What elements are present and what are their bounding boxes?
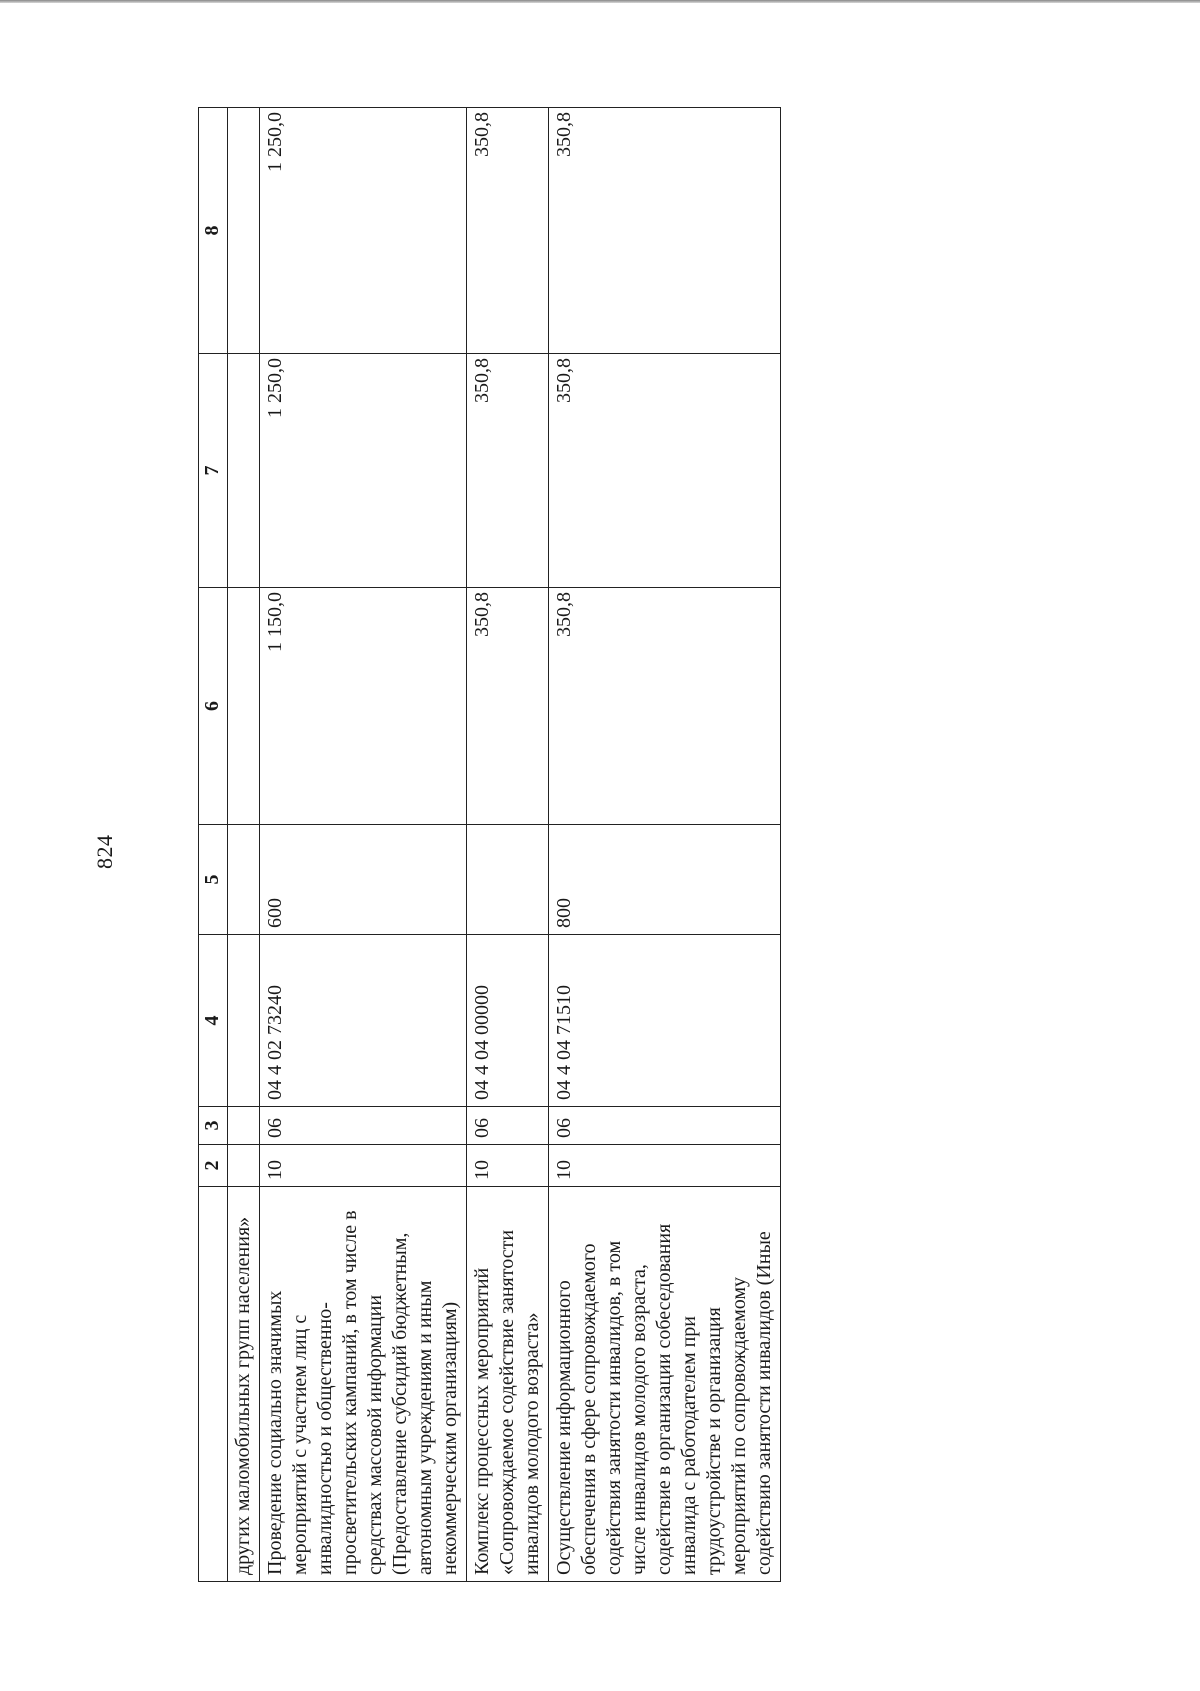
header-cell-4: 4 [199, 935, 228, 1107]
amount-col-8: 1 250,0 [260, 108, 467, 354]
subsection-code: 06 [467, 1107, 549, 1145]
page-number: 824 [92, 834, 117, 869]
target-article-code: 04 4 04 00000 [467, 935, 549, 1107]
expense-type-code [228, 825, 260, 935]
amount-col-8: 350,8 [467, 108, 549, 354]
row-description: Проведение социально значимых мероприятий с участием лиц с инвалидностью и общественно-просветительских кампаний, в том числе в средствах массовой информации (Предоставление субсидий бюджетным, автономным учреждениям и иным некоммерческим организациям) [260, 1187, 467, 1582]
subsection-code [228, 1107, 260, 1145]
header-cell-2: 2 [199, 1145, 228, 1187]
subsection-code: 06 [260, 1107, 467, 1145]
amount-col-6 [228, 588, 260, 825]
section-code: 10 [467, 1145, 549, 1187]
header-cell-5: 5 [199, 825, 228, 935]
amount-col-7: 350,8 [549, 354, 781, 588]
section-code: 10 [549, 1145, 781, 1187]
subsection-code: 06 [549, 1107, 781, 1145]
amount-col-6: 350,8 [467, 588, 549, 825]
amount-col-8: 350,8 [549, 108, 781, 354]
header-cell-8: 8 [199, 108, 228, 354]
budget-table [198, 107, 781, 1582]
table-row [228, 108, 260, 1582]
row-description: Комплекс процессных мероприятий «Сопровождаемое содействие занятости инвалидов молодого возраста» [467, 1187, 549, 1582]
expense-type-code: 600 [260, 825, 467, 935]
row-description: Осуществление информационного обеспечения в сфере сопровождаемого содействия занятости инвалидов, в том числе инвалидов молодого возраста, содействие в организации собеседования инвалида с работодателем при трудоустройстве и организация мероприятий по сопровождаемому содействию занятости инвалидов (Иные [549, 1187, 781, 1582]
amount-col-7: 350,8 [467, 354, 549, 588]
scan-edge-line [0, 0, 1200, 3]
table-row [549, 108, 781, 1582]
row-description: других маломобильных групп населения» [228, 1187, 260, 1582]
target-article-code: 04 4 04 71510 [549, 935, 781, 1107]
section-code [228, 1145, 260, 1187]
table-row [467, 108, 549, 1582]
header-cell-6: 6 [199, 588, 228, 825]
header-cell-1 [199, 1187, 228, 1582]
amount-col-7: 1 250,0 [260, 354, 467, 588]
expense-type-code [467, 825, 549, 935]
amount-col-6: 1 150,0 [260, 588, 467, 825]
target-article-code [228, 935, 260, 1107]
table-header-row [199, 108, 228, 1582]
header-cell-3: 3 [199, 1107, 228, 1145]
amount-col-6: 350,8 [549, 588, 781, 825]
table-row [260, 108, 467, 1582]
header-cell-7: 7 [199, 354, 228, 588]
expense-type-code: 800 [549, 825, 781, 935]
amount-col-7 [228, 354, 260, 588]
target-article-code: 04 4 02 73240 [260, 935, 467, 1107]
section-code: 10 [260, 1145, 467, 1187]
amount-col-8 [228, 108, 260, 354]
